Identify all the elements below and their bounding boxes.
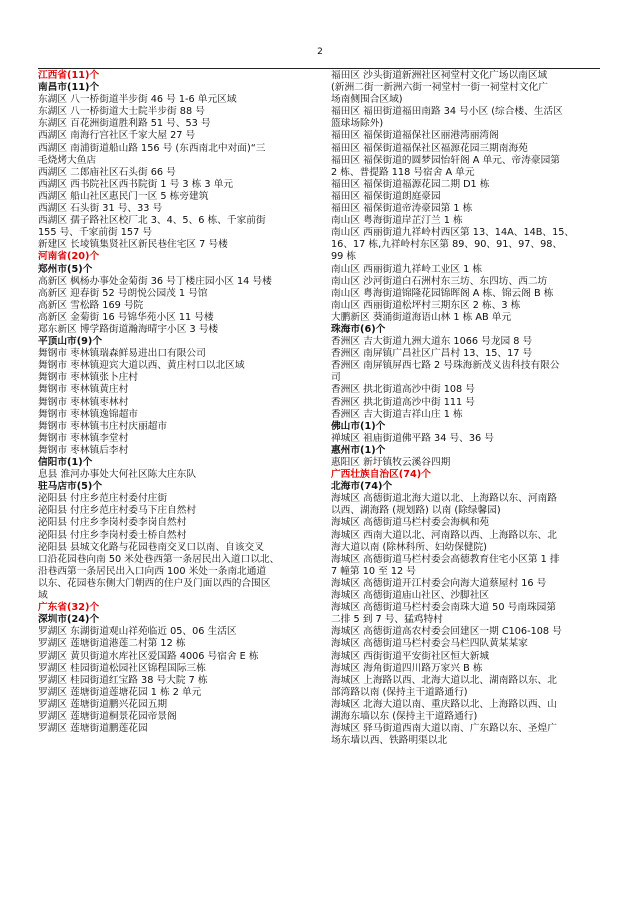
- address-line: 99 栋: [331, 251, 357, 263]
- address-line: 舞钢市 枣林镇黄庄村: [38, 384, 129, 396]
- address-line: 口沿花园巷向南 50 米处巷西第一条居民出入道口以北、: [38, 553, 280, 565]
- address-line: 以东、花园巷东侧大门朝西的住户及门面以西的合围区: [38, 577, 271, 589]
- address-line: 西湖区 二郎庙社区石头街 66 号: [38, 166, 176, 178]
- address-line: 155 号、千家前街 157 号: [38, 227, 153, 239]
- address-line: 高新区 金菊街 16 号锦华苑小区 11 号楼: [38, 311, 214, 323]
- address-line: 罗湖区 莲塘街道鹏莲花园: [38, 723, 148, 735]
- address-line: 罗湖区 莲塘街道鹏兴花园五期: [38, 698, 168, 710]
- address-line: 大鹏新区 葵涌街道海语山林 1 栋 AB 单元: [331, 311, 512, 323]
- address-line: 郑东新区 博学路街道瀚海晴宇小区 3 号楼: [38, 323, 219, 335]
- address-line: 香洲区 南屏镇广昌社区广昌村 13、15、17 号: [331, 348, 533, 360]
- city-heading: 北海市(74)个: [331, 481, 393, 493]
- address-line: 罗湖区 桂园街道松园社区锦程国际三栋: [38, 662, 206, 674]
- address-line: 场东墙以西、铁路明渠以北: [331, 735, 448, 747]
- city-heading: 郑州市(5)个: [38, 263, 93, 275]
- province-heading: 河南省(20)个: [38, 251, 100, 263]
- address-line: 海城区 高德街道马栏村委会马栏四队黄某某家: [331, 638, 528, 650]
- address-line: 新建区 长堎镇集贤社区新民巷住宅区 7 号楼: [38, 239, 228, 251]
- address-line: 二排 5 到 7 号、猛鸡特村: [331, 614, 443, 626]
- address-line: 海城区 海角街道四川路万家兴 B 栋: [331, 662, 483, 674]
- city-heading: 驻马店市(5)个: [38, 481, 103, 493]
- city-heading: 信阳市(1)个: [38, 457, 93, 468]
- address-line: 南山区 沙河街道白石洲村东三坊、东四坊、西二坊: [331, 275, 548, 287]
- header-rule: [38, 68, 600, 69]
- address-line: 泌阳县 县城文化路与花园巷南交叉口以南、自该交叉: [38, 541, 264, 553]
- address-line: 福田区 福保街道的圆梦园怡轩阁 A 单元、帝涛豪园第: [331, 154, 560, 166]
- province-heading: 广西壮族自治区(74)个: [331, 469, 431, 481]
- address-line: 罗湖区 莲塘街道莲塘花园 1 栋 2 单元: [38, 686, 202, 698]
- address-line: 7 幢第 10 至 12 号: [331, 565, 416, 577]
- address-line: 福田区 沙头街道新洲社区祠堂村文化广场以南区域: [331, 70, 548, 81]
- address-line: 西湖区 南浦街道船山路 156 号 (东西南北中对面)“三: [38, 142, 266, 154]
- address-line: 惠阳区 新圩镇牧云溪谷四期: [331, 457, 451, 468]
- address-line: 海城区 西南大道以北、河南路以西、上海路以东、北: [331, 529, 557, 541]
- address-line: 西湖区 石头街 31 号、33 号: [38, 203, 163, 215]
- address-line: 部湾路以南 (保持主干道路通行): [331, 686, 468, 698]
- address-line: 西湖区 船山社区惠民门一区 5 栋旁建筑: [38, 190, 209, 202]
- address-line: 西湖区 西书院社区西书院街 1 号 3 栋 3 单元: [38, 178, 234, 190]
- address-line: 西湖区 孺子路社区校厂北 3、4、5、6 栋、千家前街: [38, 215, 266, 227]
- address-line: 南山区 西丽街道九祥岭村西区第 13、14A、14B、15、: [331, 227, 575, 239]
- address-line: 篮球场除外): [331, 118, 384, 130]
- address-line: 舞钢市 枣林镇枣林村: [38, 396, 129, 408]
- address-line: 海城区 上海路以西、北海大道以北、湖南路以东、北: [331, 674, 557, 686]
- address-line: 2 栋、普提路 118 号宿舍 A 单元: [331, 166, 475, 178]
- city-heading: 珠海市(6)个: [331, 323, 386, 335]
- city-heading: 佛山市(1)个: [331, 420, 386, 432]
- address-line: 福田区 福保街道朗庭豪园: [331, 190, 441, 202]
- address-line: (新洲二街一新洲六街一祠堂村一街一祠堂村文化广: [331, 82, 548, 94]
- city-heading: 南昌市(11)个: [38, 82, 100, 94]
- address-line: 海城区 驿马街道西南大道以南、广东路以东、圣煌广: [331, 723, 557, 735]
- address-line: 海城区 西街街道平安街社区恒大新城: [331, 650, 490, 662]
- address-line: 泌阳县 付庄乡范庄村委付庄街: [38, 493, 168, 505]
- address-line: 福田区 福田街道福田南路 34 号小区 (综合楼、生活区: [331, 106, 563, 118]
- address-line: 舞钢市 枣林镇韦庄村庆丽超市: [38, 420, 168, 432]
- address-line: 南山区 粤海街道岸芷汀兰 1 栋: [331, 215, 463, 227]
- address-line: 海城区 北海大道以南、重庆路以北、上海路以西、山: [331, 698, 557, 710]
- page-number: 2: [317, 47, 323, 57]
- address-line: 福田区 福保街道福源花园二期 D1 栋: [331, 178, 490, 190]
- address-line: 息县 淮河办事处大何社区陈大庄东队: [38, 469, 197, 481]
- address-line: 香洲区 吉大街道九洲大道东 1066 号龙园 8 号: [331, 336, 533, 348]
- address-line: 司: [331, 372, 341, 384]
- address-line: 香洲区 拱北街道高沙中街 108 号: [331, 384, 475, 396]
- address-line: 舞钢市 枣林镇后李村: [38, 444, 129, 456]
- address-line: 海城区 高德街道开江村委会向海大道蔡屋村 16 号: [331, 577, 547, 589]
- address-line: 海城区 高德街道马栏村委会南珠大道 50 号南珠园第: [331, 602, 557, 614]
- address-line: 舞钢市 枣林镇逸锦超市: [38, 408, 138, 420]
- address-line: 16、17 栋,九祥岭村东区第 89、90、91、97、98、: [331, 239, 563, 251]
- address-line: 舞钢市 枣林镇张卜庄村: [38, 372, 138, 384]
- address-line: 舞钢市 枣林镇迎宾大道以西、黄庄村口以北区域: [38, 360, 245, 372]
- address-line: 舞钢市 枣林镇瑞森鲜易进出口有限公司: [38, 348, 206, 360]
- address-line: 香洲区 拱北街道高沙中街 111 号: [331, 396, 475, 408]
- address-line: 高新区 迎春街 52 号朗悦公园茂 1 号馆: [38, 287, 208, 299]
- left-column: [38, 70, 321, 735]
- address-line: 罗湖区 桂园街道红宝路 38 号大院 7 栋: [38, 674, 208, 686]
- address-line: 海大道以南 (除林科所、妇幼保健院): [331, 541, 487, 553]
- city-heading: 惠州市(1)个: [331, 444, 386, 456]
- address-line: 南山区 粤海街道锦隆花园锦晖阁 A 栋、锦云阁 B 栋: [331, 287, 554, 299]
- address-line: 罗湖区 黄贝街道水库社区爱国路 4006 号宿舍 E 栋: [38, 650, 259, 662]
- right-column: [331, 70, 599, 747]
- address-line: 泌阳县 付庄乡李岗村委士桥自然村: [38, 529, 187, 541]
- address-line: 沿巷西第一条居民出入口向西 100 米处一条南北通道: [38, 565, 267, 577]
- province-heading: 广东省(32)个: [38, 602, 100, 614]
- address-line: 海城区 高德街道马栏村委会高德教育住宅小区第 1 排: [331, 553, 560, 565]
- address-line: 福田区 福保街道福保社区福源花园三期南海苑: [331, 142, 528, 154]
- address-line: 香洲区 吉大街道吉祥山庄 1 栋: [331, 408, 463, 420]
- address-line: 罗湖区 莲塘街道港莲二村第 12 栋: [38, 638, 186, 650]
- address-line: 福田区 福保街道福保社区丽港湾丽湾阁: [331, 130, 499, 142]
- city-heading: 深圳市(24)个: [38, 614, 100, 626]
- address-line: 香洲区 南屏镇屏西七路 2 号珠海新茂义齿科技有限公: [331, 360, 560, 372]
- address-line: 高新区 枫杨办事处金菊街 36 号丁楼庄园小区 14 号楼: [38, 275, 272, 287]
- address-line: 海城区 高德街道北海大道以北、上海路以东、河南路: [331, 493, 557, 505]
- address-line: 泌阳县 付庄乡李岗村委李岗自然村: [38, 517, 187, 529]
- address-line: 东湖区 八一桥街道半步街 46 号 1-6 单元区域: [38, 94, 237, 106]
- address-line: 舞钢市 枣林镇李堂村: [38, 432, 129, 444]
- address-line: 南山区 西丽街道松坪村三期东区 2 栋、3 栋: [331, 299, 521, 311]
- address-line: 域: [38, 590, 48, 602]
- address-line: 西湖区 南海行宫社区千家大屋 27 号: [38, 130, 196, 142]
- province-heading: 江西省(11)个: [38, 70, 100, 81]
- address-line: 南山区 西丽街道九祥岭工业区 1 栋: [331, 263, 483, 275]
- address-line: 福田区 福保街道帝涛豪园第 1 栋: [331, 203, 473, 215]
- address-line: 罗湖区 莲塘街道桐景花园帝景阁: [38, 710, 177, 722]
- city-heading: 平顶山市(9)个: [38, 336, 103, 348]
- address-line: 泌阳县 付庄乡范庄村委马下庄自然村: [38, 505, 197, 517]
- address-line: 禅城区 祖庙街道佛平路 34 号、36 号: [331, 432, 494, 444]
- address-line: 以西、湖海路 (规划路) 以南 (除绿馨园): [331, 505, 501, 517]
- address-line: 毛烧烤大鱼店: [38, 154, 97, 166]
- address-line: 海城区 高德街道高农村委会回建区一期 C106-108 号: [331, 626, 562, 638]
- address-line: 海城区 高德街道庙山社区、沙脚社区: [331, 590, 490, 602]
- address-line: 罗湖区 东湖街道观山祥苑临近 05、06 生活区: [38, 626, 237, 638]
- address-line: 湖海东墙以东 (保持主干道路通行): [331, 710, 478, 722]
- address-line: 东湖区 百花洲街道胜利路 51 号、53 号: [38, 118, 211, 130]
- address-line: 东湖区 八一桥街道大士院半步街 88 号: [38, 106, 205, 118]
- address-line: 高新区 雪松路 169 号院: [38, 299, 144, 311]
- address-line: 海城区 高德街道马栏村委会海枫和苑: [331, 517, 490, 529]
- address-line: 场南侧围合区域): [331, 94, 403, 106]
